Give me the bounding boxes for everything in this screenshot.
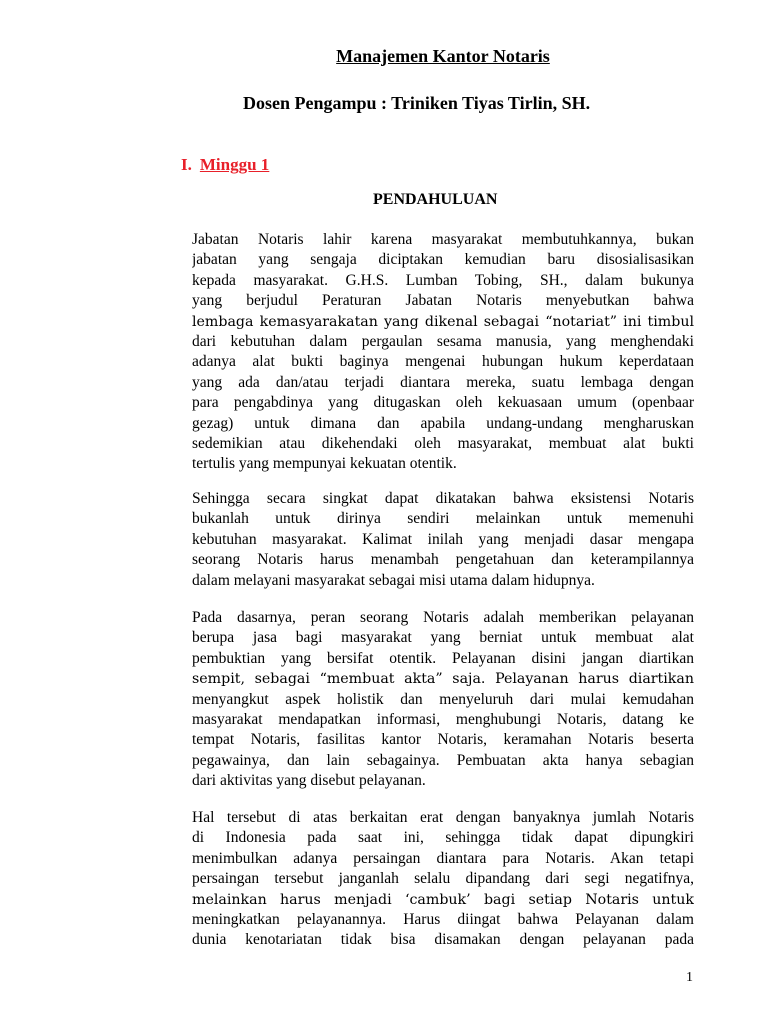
text-line: masyarakat mendapatkan informasi, menghubungi Notaris, datang ke (192, 710, 694, 728)
text-line: dalam melayani masyarakat sebagai misi utama dalam hidupnya. (192, 571, 595, 589)
text-line: seorang Notaris harus menambah pengetahuan dan keterampilannya (192, 551, 694, 569)
document-title: Manajemen Kantor Notaris (336, 46, 550, 66)
paragraph-3 (192, 608, 694, 792)
section-label: Minggu 1 (199, 155, 270, 174)
text-line: yang berjudul Peraturan Jabatan Notaris menyebutkan bahwa (192, 292, 694, 310)
paragraph-1 (192, 230, 694, 475)
text-line: bukanlah untuk dirinya sendiri melainkan untuk memenuhi (192, 510, 694, 528)
text-line: adanya alat bukti baginya mengenai hubungan hukum keperdataan (192, 353, 694, 371)
text-line: gezag) untuk dimana dan apabila undang-undang mengharuskan (192, 414, 694, 432)
section-heading (181, 155, 269, 175)
text-line: sedemikian atau dikehendaki oleh masyarakat, membuat alat bukti (192, 434, 694, 452)
text-line: yang ada dan/atau terjadi diantara mereka, suatu lembaga dengan (192, 373, 694, 391)
text-line: di Indonesia pada saat ini, sehingga tidak dapat dipungkiri (192, 829, 694, 847)
chapter-heading: PENDAHULUAN (373, 191, 498, 208)
text-line: kepada masyarakat. G.H.S. Lumban Tobing, SH., dalam bukunya (192, 271, 694, 289)
text-line: para pengabdinya yang ditugaskan oleh kekuasaan umum (openbaar (192, 394, 694, 412)
text-line: lembaga kemasyarakatan yang dikenal sebagai “notariat” ini timbul (192, 313, 694, 330)
text-line: berupa jasa bagi masyarakat yang berniat untuk membuat alat (192, 629, 694, 647)
text-line: Sehingga secara singkat dapat dikatakan bahwa eksistensi Notaris (192, 490, 694, 507)
paragraph-2 (192, 489, 694, 591)
paragraph-4 (192, 808, 694, 951)
text-line: menyangkut aspek holistik dan menyeluruh dari mulai kemudahan (192, 690, 694, 708)
page-number: 1 (686, 970, 693, 985)
text-line: jabatan yang sengaja diciptakan kemudian baru disosialisasikan (192, 251, 694, 269)
text-line: Hal tersebut di atas berkaitan erat dengan banyaknya jumlah Notaris (192, 809, 694, 826)
text-line: tertulis yang mempunyai kekuatan otentik. (192, 455, 457, 473)
text-line: dunia kenotariatan tidak bisa disamakan dengan pelayanan pada (192, 931, 694, 949)
text-line: pembuktian yang bersifat otentik. Pelayanan disini jangan diartikan (192, 649, 694, 667)
lecturer-line: Dosen Pengampu : Triniken Tiyas Tirlin, SH. (243, 93, 591, 113)
text-line: meningkatkan pelayanannya. Harus diingat bahwa Pelayanan dalam (192, 910, 694, 928)
section-number: I. (181, 155, 192, 174)
text-line: Jabatan Notaris lahir karena masyarakat membutuhkannya, bukan (192, 231, 694, 248)
text-line: dari kebutuhan dalam pergaulan sesama manusia, yang menghendaki (192, 332, 694, 350)
text-line: Pada dasarnya, peran seorang Notaris adalah memberikan pelayanan (192, 609, 694, 626)
text-line: melainkan harus menjadi ‘cambuk’ bagi setiap Notaris untuk (192, 891, 694, 908)
text-line: dari aktivitas yang disebut pelayanan. (192, 772, 426, 790)
text-line: tempat Notaris, fasilitas kantor Notaris, keramahan Notaris beserta (192, 731, 694, 749)
text-line: pegawainya, dan lain sebagainya. Pembuatan akta hanya sebagian (192, 751, 694, 769)
text-line: persaingan tersebut janganlah selalu dipandang dari segi negatifnya, (192, 870, 694, 888)
text-line: kebutuhan masyarakat. Kalimat inilah yang menjadi dasar mengapa (192, 530, 694, 548)
text-line: sempit, sebagai “membuat akta” saja. Pelayanan harus diartikan (192, 671, 694, 688)
text-line: menimbulkan adanya persaingan diantara para Notaris. Akan tetapi (192, 849, 694, 867)
